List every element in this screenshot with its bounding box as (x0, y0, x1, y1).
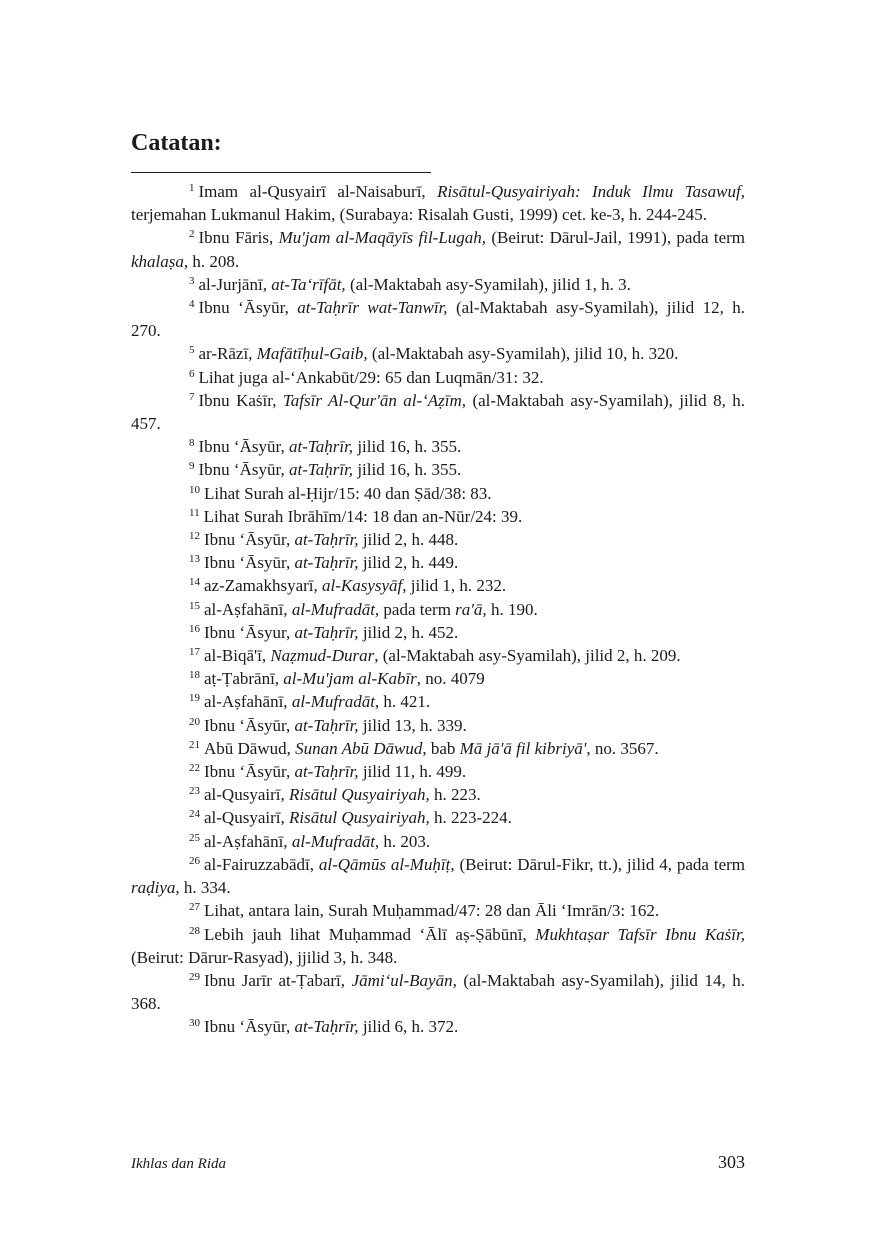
footnote-2 (131, 226, 745, 272)
footnote-24 (131, 806, 745, 829)
footnote-title: at-Taḥrīr, (294, 762, 359, 782)
footnote-text: aṭ-Ṭabrānī, (204, 669, 284, 689)
footnote-text: Ibnu ‘Āsyur, (204, 622, 295, 642)
footnote-text: jilid 6, h. 372. (358, 1017, 459, 1037)
footnote-text: Ibnu ‘Āsyūr, (198, 460, 289, 480)
footnote-number: 18 (189, 669, 200, 682)
footnote-number: 24 (189, 808, 200, 821)
footnote-number: 19 (189, 692, 200, 705)
footnote-text: jilid 11, h. 499. (358, 762, 467, 782)
footnote-text: Lihat Surah al-Ḥijr/15: 40 dan Ṣād/38: 83. (204, 483, 492, 503)
footnote-text: , no. 3567. (586, 738, 659, 758)
footnote-text: Imam al-Qusyairī al-Naisaburī, (198, 182, 438, 201)
footnote-number: 15 (189, 599, 200, 612)
footnote-18 (131, 667, 745, 690)
footnote-title: at-Taḥrīr, (294, 530, 359, 550)
footnote-title: al-Mufradāt, (291, 831, 380, 851)
footnote-number: 23 (189, 785, 200, 798)
footnote-number: 21 (189, 738, 200, 751)
footnote-text: h. 223-224. (429, 808, 512, 828)
footnote-text: Ibnu ‘Āsyūr, (204, 1017, 295, 1037)
page-footer (131, 1152, 745, 1173)
footnote-number: 10 (189, 483, 200, 496)
footnote-number: 29 (189, 970, 200, 983)
footnote-number: 2 (189, 228, 195, 241)
footnote-number: 25 (189, 831, 200, 844)
footnote-number: 27 (189, 901, 200, 914)
footnote-26 (131, 853, 745, 899)
footnote-title: Jāmi‘ul-Bayān, (351, 970, 457, 990)
footnote-28 (131, 923, 745, 969)
footnote-14 (131, 574, 745, 597)
footnote-text: h. 190. (486, 599, 538, 619)
footnote-29 (131, 969, 745, 1015)
footnote-title: al-Mufradāt, (291, 599, 380, 619)
footnote-text: , no. 4079 (416, 669, 485, 689)
footnote-text: Ibnu ‘Āsyūr, (204, 762, 295, 782)
footnote-title: at-Taḥrīr, (294, 553, 359, 573)
footnote-text: pada term (379, 599, 456, 619)
footnote-title: at-Ta‘rīfāt, (271, 274, 346, 294)
footnote-title: Sunan Abū Dāwud (295, 738, 423, 758)
footnote-8 (131, 435, 745, 458)
footnote-title: Risātul Qusyairiyah, (288, 808, 430, 828)
footnote-text: (al-Maktabah asy-Syamilah), jilid 1, h. 3. (345, 274, 631, 294)
footnote-number: 11 (189, 506, 200, 519)
footnote-3 (131, 273, 745, 296)
footnote-text: Lebih jauh lihat Muḥammad ‘Ālī aṣ-Ṣābūnī, (204, 924, 536, 944)
footnote-number: 9 (189, 460, 195, 473)
footnote-text: (al-Maktabah asy-Syamilah), jilid 8, h. 457. (131, 390, 745, 434)
footnote-6 (131, 366, 745, 389)
heading-rule (131, 172, 431, 173)
footnote-11 (131, 505, 745, 528)
footnote-text: Ibnu Jarīr at-Ṭabarī, (204, 970, 352, 990)
footnote-text: h. 334. (179, 878, 231, 898)
footnote-text: (al-Maktabah asy-Syamilah), jilid 12, h. 270. (131, 298, 745, 341)
footnote-title: Mafātīḥul-Gaib, (256, 344, 368, 364)
footnote-number: 7 (189, 390, 195, 403)
footnote-text: jilid 2, h. 448. (358, 530, 459, 550)
footnote-text: al-Fairuzzabādī, (204, 854, 319, 874)
footnote-number: 5 (189, 344, 195, 357)
footnote-4 (131, 296, 745, 342)
footnote-number: 26 (189, 854, 200, 867)
footnote-title: at-Taḥrīr, (294, 1017, 359, 1037)
footnote-title: raḍiya, (131, 878, 180, 898)
footnote-19 (131, 690, 745, 713)
footnote-number: 30 (189, 1017, 200, 1030)
footnotes-list (131, 180, 745, 1039)
footnote-21 (131, 737, 745, 760)
footnote-number: 17 (189, 646, 200, 659)
footnote-title: at-Taḥrīr, (294, 715, 359, 735)
footnote-text: Ibnu ‘Āsyūr, (204, 553, 295, 573)
footnote-23 (131, 783, 745, 806)
footnote-text: al-Qusyairī, (204, 785, 289, 805)
footnote-title: at-Taḥrīr, (294, 622, 359, 642)
running-title: Ikhlas dan Rida (131, 1156, 226, 1172)
footnote-text: , bab (422, 738, 460, 758)
footnote-text: h. 203. (379, 831, 431, 851)
footnote-16 (131, 621, 745, 644)
footnote-text: Lihat, antara lain, Surah Muḥammad/47: 28 dan Āli ‘Imrān/3: 162. (204, 901, 660, 921)
footnote-text: (Beirut: Dārul-Fikr, tt.), jilid 4, pada term (454, 854, 746, 874)
footnote-number: 12 (189, 530, 200, 543)
footnote-text: ar-Rāzī, (198, 344, 257, 364)
footnote-9 (131, 458, 745, 481)
footnote-text: al-Biqā'ī, (204, 646, 271, 666)
footnote-text: al-Jurjānī, (198, 274, 272, 294)
footnote-title: Naẓmud-Durar (270, 646, 375, 666)
footnote-number: 13 (189, 553, 200, 566)
footnote-title: at-Taḥrīr, (288, 437, 354, 457)
footnote-10 (131, 482, 745, 505)
footnote-20 (131, 714, 745, 737)
page-number: 303 (718, 1152, 745, 1172)
footnote-13 (131, 551, 745, 574)
footnote-27 (131, 899, 745, 922)
footnote-text: al-Aṣfahānī, (204, 831, 292, 851)
footnote-number: 16 (189, 622, 200, 635)
footnote-text: (Beirut: Dārur-Rasyad), jjilid 3, h. 348. (131, 947, 398, 967)
footnote-text: Ibnu ‘Āsyūr, (204, 715, 295, 735)
footnote-number: 3 (189, 274, 195, 287)
footnote-number: 4 (189, 298, 195, 311)
footnote-text: Lihat juga al-‘Ankabūt/29: 65 dan Luqmān/31: 32. (198, 367, 544, 387)
footnote-text: Lihat Surah Ibrāhīm/14: 18 dan an-Nūr/24: 39. (203, 506, 523, 526)
footnote-title: khalaṣa, (131, 251, 189, 271)
footnote-5 (131, 342, 745, 365)
footnote-text: jilid 2, h. 452. (358, 622, 459, 642)
footnote-15 (131, 598, 745, 621)
footnote-title: Mukhtaṣar Tafsīr Ibnu Kaṡīr, (535, 924, 745, 944)
footnote-title: al-Kasysyāf, (322, 576, 407, 596)
footnote-title: ra'ā, (455, 599, 487, 619)
footnote-1 (131, 180, 745, 226)
footnote-number: 6 (189, 367, 195, 380)
footnote-text: h. 223. (429, 785, 481, 805)
footnote-number: 20 (189, 715, 200, 728)
footnote-text: al-Aṣfahānī, (204, 599, 292, 619)
footnote-number: 8 (189, 437, 195, 450)
footnote-7 (131, 389, 745, 435)
footnote-title: Risātul-Qusyairiyah: Induk Ilmu Tasawuf, (437, 182, 745, 201)
footnote-title: al-Qāmūs al-Muḥīṭ, (318, 854, 455, 874)
footnote-text: , h. 421. (374, 692, 431, 712)
footnote-25 (131, 830, 745, 853)
footnote-title: Risātul Qusyairiyah, (288, 785, 430, 805)
footnote-text: al-Aṣfahānī, (204, 692, 292, 712)
footnote-number: 14 (189, 576, 200, 589)
footnote-30 (131, 1015, 745, 1038)
footnote-text: jilid 2, h. 449. (358, 553, 459, 573)
footnote-title: Mu'jam al-Maqāyīs fil-Lugah, (278, 228, 487, 248)
footnote-number: 28 (189, 924, 200, 937)
footnote-text: (al-Maktabah asy-Syamilah), jilid 14, h. 368. (131, 970, 745, 1014)
footnote-number: 22 (189, 762, 200, 775)
footnote-text: (al-Maktabah asy-Syamilah), jilid 10, h. 320. (367, 344, 679, 364)
footnote-text: , (al-Maktabah asy-Syamilah), jilid 2, h. 209. (374, 646, 681, 666)
footnote-text: Ibnu Fāris, (198, 228, 279, 248)
footnote-title: Tafsīr Al-Qur'ān al-‘Aẓīm, (282, 390, 467, 410)
footnote-text: jilid 1, h. 232. (406, 576, 507, 596)
footnote-12 (131, 528, 745, 551)
footnote-text: Ibnu ‘Āsyūr, (198, 298, 298, 318)
footnote-text: h. 208. (188, 251, 240, 271)
footnote-title: al-Mu'jam al-Kabīr (283, 669, 417, 689)
footnote-text: az-Zamakhsyarī, (204, 576, 322, 596)
footnote-title: at-Taḥrīr, (288, 460, 354, 480)
footnote-17 (131, 644, 745, 667)
footnote-text: jilid 16, h. 355. (353, 460, 462, 480)
footnote-text: jilid 13, h. 339. (358, 715, 467, 735)
footnote-text: terjemahan Lukmanul Hakim, (Surabaya: Risalah Gusti, 1999) cet. ke-3, h. 244-245. (131, 205, 707, 225)
footnote-text: Ibnu ‘Āsyūr, (198, 437, 289, 457)
footnote-title: at-Taḥrīr wat-Tanwīr, (297, 298, 448, 318)
footnote-text: Abū Dāwud, (204, 738, 296, 758)
footnote-text: Ibnu ‘Āsyūr, (204, 530, 295, 550)
footnote-text: al-Qusyairī, (204, 808, 289, 828)
notes-heading: Catatan: (131, 130, 222, 156)
footnote-22 (131, 760, 745, 783)
footnote-title: al-Mufradāt (291, 692, 375, 712)
footnote-text: Ibnu Kaṡīr, (198, 390, 283, 410)
footnote-title: Mā jā'ā fil kibriyā' (459, 738, 587, 758)
footnote-number: 1 (189, 182, 195, 194)
footnote-text: (Beirut: Dārul-Jail, 1991), pada term (486, 228, 745, 248)
footnote-text: jilid 16, h. 355. (353, 437, 462, 457)
